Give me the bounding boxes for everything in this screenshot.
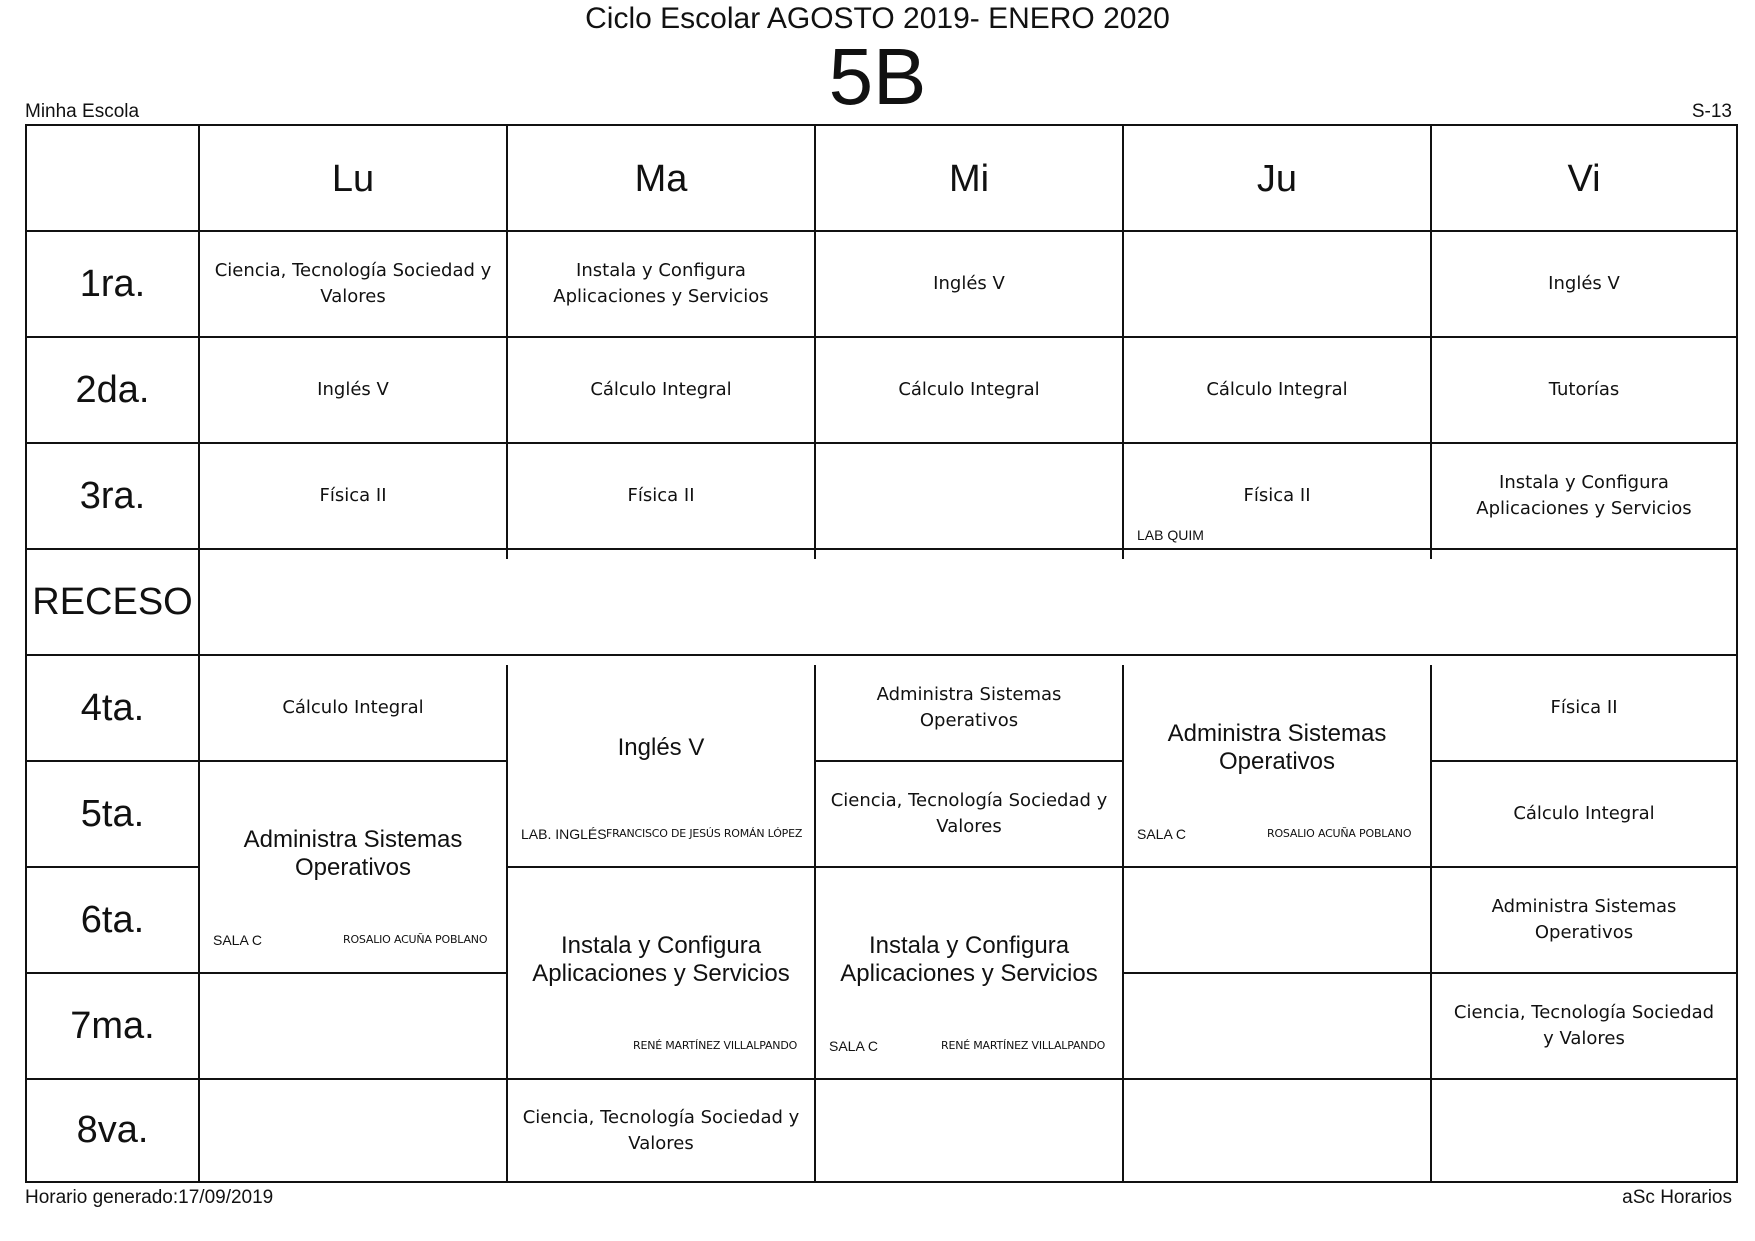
- class-cell: Cálculo Integral: [282, 697, 424, 718]
- teacher-label: RENÉ MARTÍNEZ VILLALPANDO: [941, 1039, 1106, 1052]
- class-cell: Física II: [1550, 697, 1618, 718]
- class-cell: Inglés V: [317, 379, 389, 400]
- room-label: SALA C: [829, 1038, 879, 1054]
- generated-date: Horario generado:17/09/2019: [25, 1187, 274, 1208]
- grid-line: [27, 548, 1736, 550]
- class-cell-double: Administra Sistemas Operativos: [1167, 720, 1387, 775]
- class-cell: Ciencia, Tecnología Sociedad y Valores: [1453, 1002, 1715, 1049]
- grid-line: [816, 1078, 1122, 1080]
- class-cell: Ciencia, Tecnología Sociedad y Valores: [214, 260, 492, 307]
- grid-line: [1432, 1078, 1736, 1080]
- day-header-vi: Vi: [1567, 157, 1601, 200]
- day-header-lu: Lu: [331, 157, 375, 200]
- class-cell-double: Instala y Configura Aplicaciones y Servicios: [840, 932, 1098, 987]
- class-cell-double: Inglés V: [617, 734, 705, 761]
- grid-line: [200, 972, 506, 974]
- class-cell: Instala y Configura Aplicaciones y Servicios: [553, 260, 769, 307]
- room-label: SALA C: [1137, 826, 1187, 842]
- cycle-title: Ciclo Escolar AGOSTO 2019- ENERO 2020: [585, 2, 1170, 35]
- room-label: LAB. INGLÉS: [521, 826, 607, 842]
- class-cell: Administra Sistemas Operativos: [876, 684, 1062, 731]
- period-label: 6ta.: [80, 898, 145, 941]
- period-label: 5ta.: [80, 792, 145, 835]
- class-cell: Física II: [1243, 485, 1311, 506]
- period-label: 2da.: [75, 368, 150, 411]
- day-header-ma: Ma: [634, 157, 688, 200]
- grid-line: [1124, 972, 1430, 974]
- teacher-label: ROSALIO ACUÑA POBLANO: [343, 933, 488, 946]
- room-code: S-13: [1691, 101, 1732, 122]
- grid-line: [200, 1078, 506, 1080]
- class-cell: Ciencia, Tecnología Sociedad y Valores: [830, 790, 1108, 837]
- class-cell: Cálculo Integral: [590, 379, 732, 400]
- class-cell: Instala y Configura Aplicaciones y Servicios: [1476, 472, 1692, 519]
- class-title: 5B: [828, 32, 927, 121]
- class-cell: Administra Sistemas Operativos: [1491, 896, 1677, 943]
- timetable-grid: [25, 124, 1738, 1183]
- period-label: 3ra.: [79, 474, 146, 517]
- grid-line: [1124, 1078, 1430, 1080]
- class-cell: Física II: [627, 485, 695, 506]
- software-credit: aSc Horarios: [1622, 1187, 1732, 1208]
- grid-line: [1124, 866, 1430, 868]
- period-label: 1ra.: [79, 262, 146, 305]
- day-header-ju: Ju: [1256, 157, 1298, 200]
- class-cell-double: Administra Sistemas Operativos: [243, 826, 463, 881]
- period-label: 7ma.: [70, 1004, 155, 1047]
- period-label: 8va.: [76, 1109, 149, 1151]
- teacher-label: RENÉ MARTÍNEZ VILLALPANDO: [633, 1039, 798, 1052]
- class-cell: Cálculo Integral: [1206, 379, 1348, 400]
- class-cell: Inglés V: [1548, 273, 1620, 294]
- teacher-label: FRANCISCO DE JESÚS ROMÁN LÓPEZ: [606, 827, 803, 840]
- day-header-mi: Mi: [948, 157, 990, 200]
- class-cell: Tutorías: [1548, 379, 1620, 400]
- period-label: 4ta.: [80, 686, 145, 729]
- class-cell: Ciencia, Tecnología Sociedad y Valores: [522, 1106, 800, 1154]
- class-cell: Cálculo Integral: [1513, 803, 1655, 824]
- room-label: LAB QUIM: [1137, 527, 1204, 543]
- period-label-receso: RECESO: [32, 580, 193, 623]
- class-cell-double: Instala y Configura Aplicaciones y Servicios: [532, 932, 790, 987]
- class-cell: Inglés V: [933, 273, 1005, 294]
- class-cell: Física II: [319, 485, 387, 506]
- room-label: SALA C: [213, 932, 263, 948]
- teacher-label: ROSALIO ACUÑA POBLANO: [1267, 827, 1412, 840]
- school-name: Minha Escola: [25, 101, 140, 122]
- class-cell: Cálculo Integral: [898, 379, 1040, 400]
